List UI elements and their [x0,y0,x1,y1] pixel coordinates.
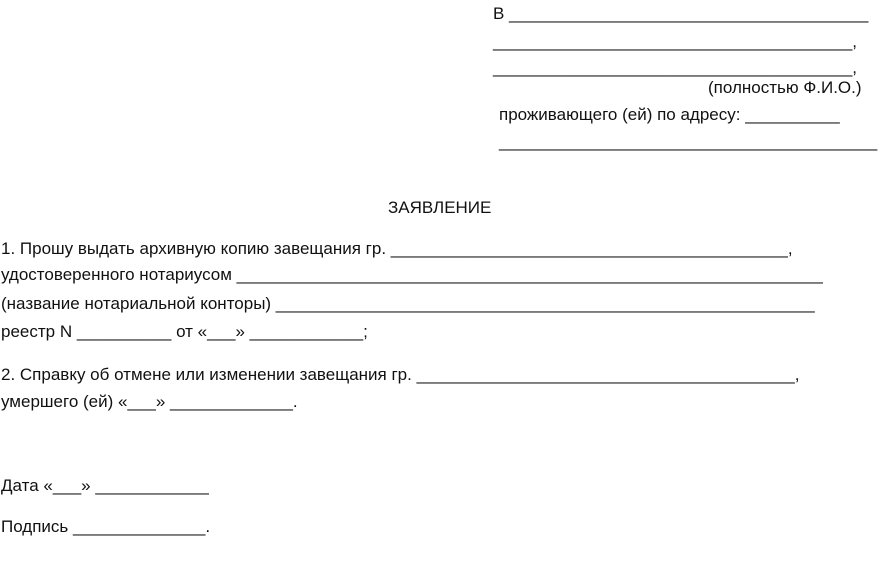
address-line: проживающего (ей) по адресу: __________ [499,105,840,124]
item-1-line-2: удостоверенного нотариусом ______________________________________________________________ [1,265,823,284]
full-name-hint: (полностью Ф.И.О.) [708,78,862,97]
document-title: ЗАЯВЛЕНИЕ [388,198,492,217]
address-line-2: ________________________________________ [499,132,878,151]
addressee-to-line: В ______________________________________ [493,4,869,23]
addressee-name-line-1: ______________________________________, [493,32,857,51]
date-field: Дата «___» ____________ [1,476,209,495]
item-2-line-2: умершего (ей) «___» _____________. [1,392,298,411]
item-1-line-3: (название нотариальной конторы) _________________________________________________________ [1,294,815,313]
addressee-name-line-2: ______________________________________, [493,58,857,77]
item-2-line-1: 2. Справку об отмене или изменении завещания гр. ________________________________________, [1,365,800,384]
item-1-line-4: реестр N __________ от «___» ____________; [1,322,368,341]
item-1-line-1: 1. Прошу выдать архивную копию завещания гр. __________________________________________, [1,239,793,258]
signature-field: Подпись ______________. [1,517,211,536]
